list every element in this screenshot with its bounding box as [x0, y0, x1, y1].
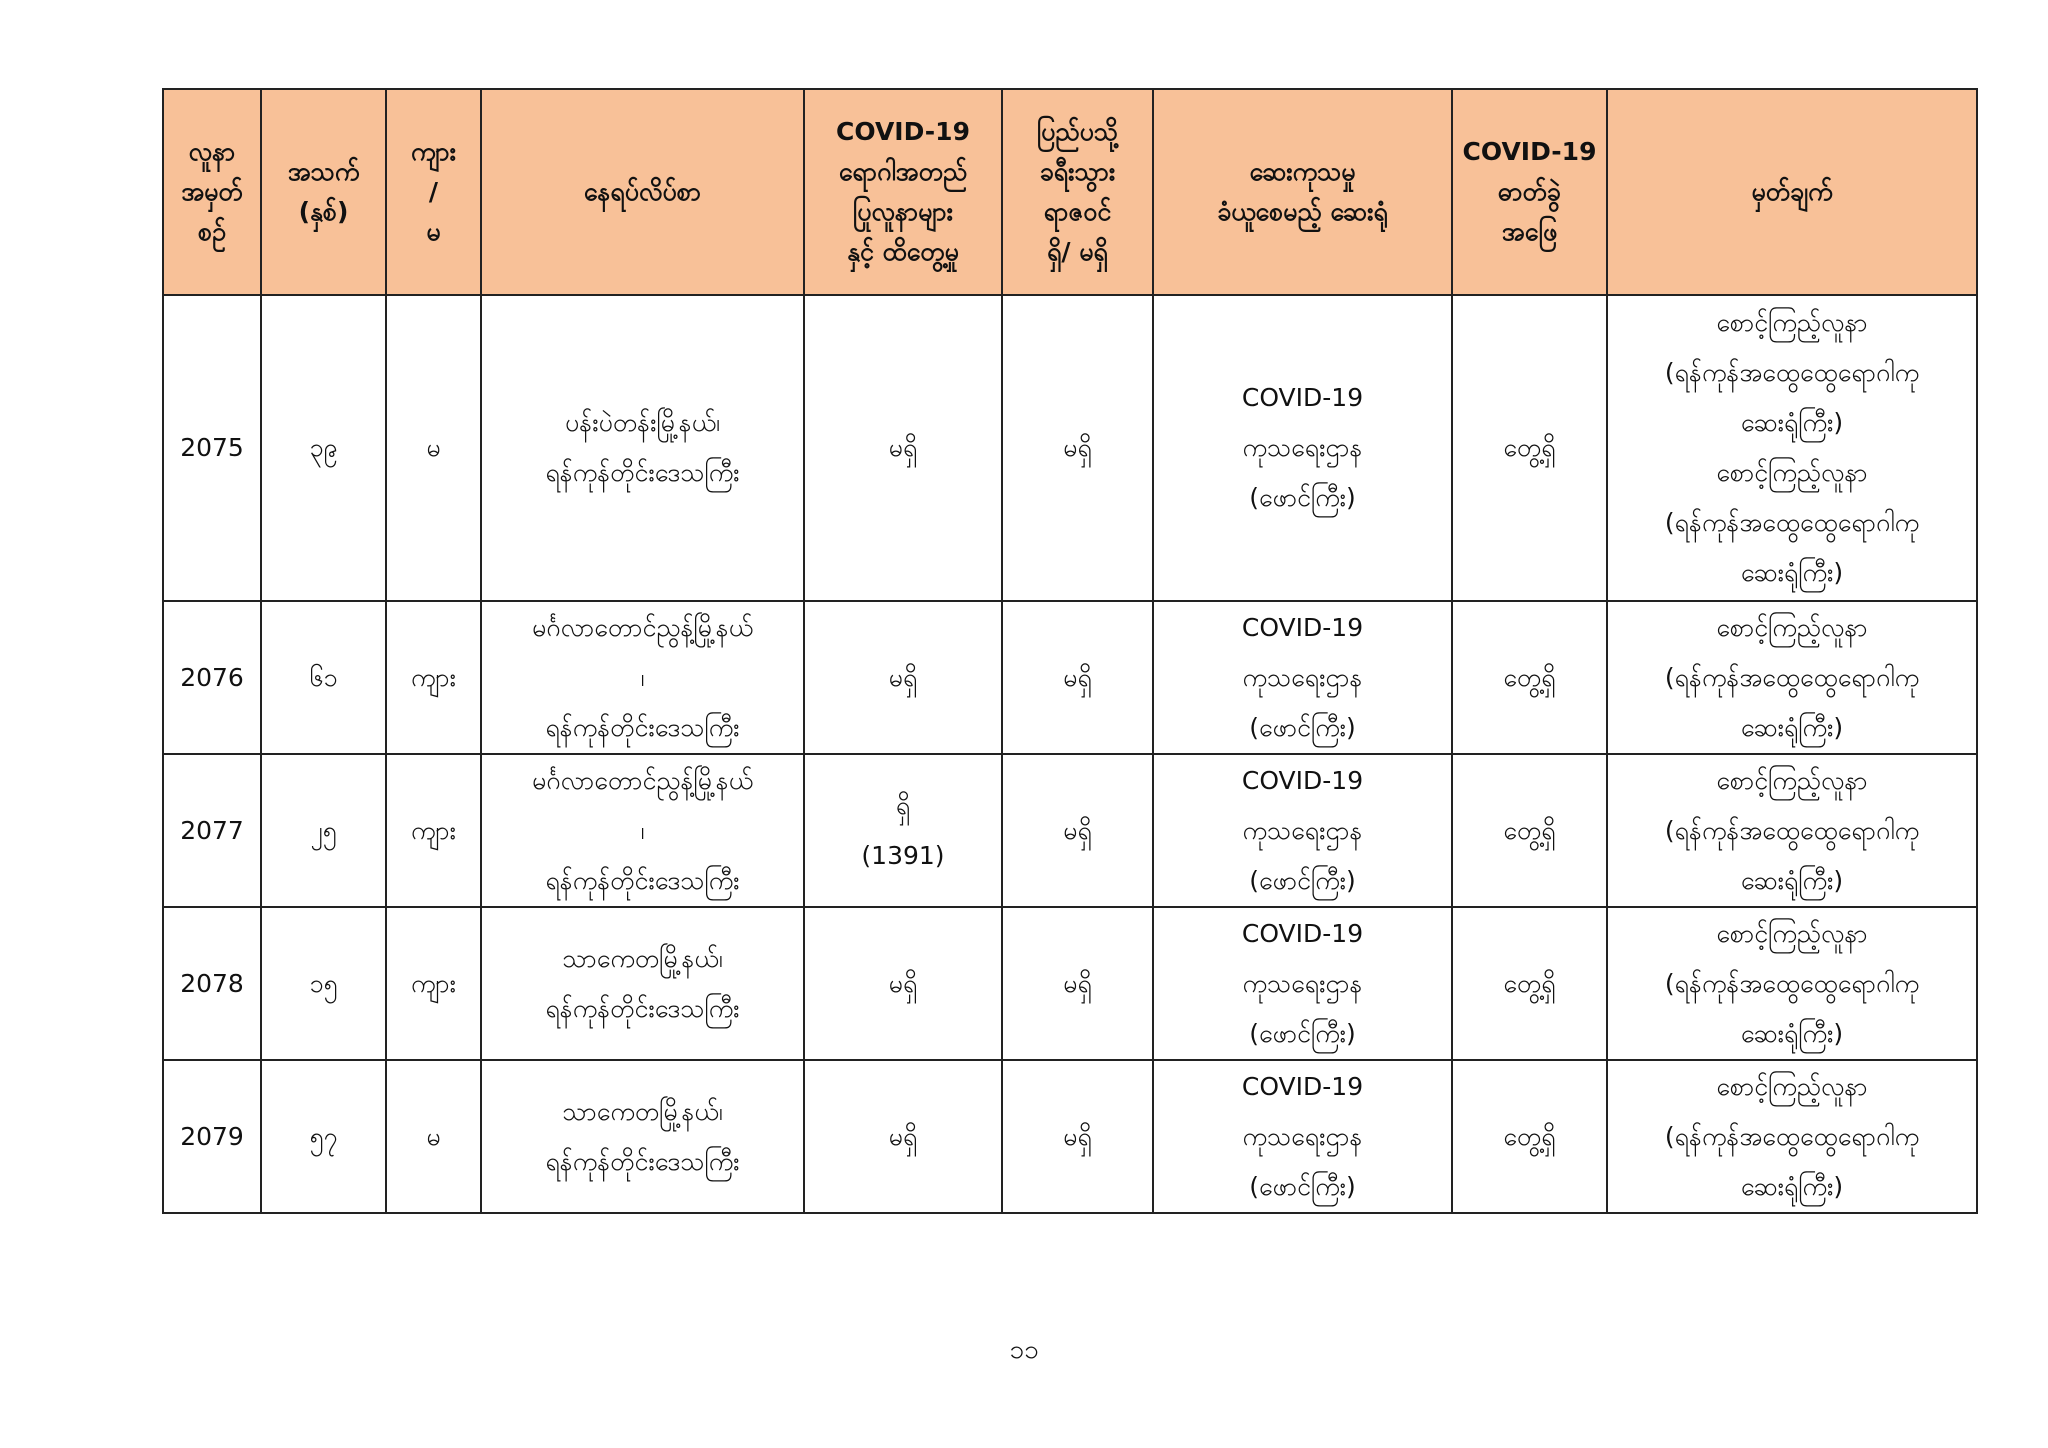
cell-age: ၃၉: [261, 295, 386, 601]
cell-hospital: COVID-19 ကုသရေးဌာန (ဖောင်ကြီး): [1153, 1060, 1452, 1213]
cell-age: ၂၅: [261, 754, 386, 907]
cell-contact: မရှိ: [804, 295, 1002, 601]
cell-travel: မရှိ: [1002, 1060, 1153, 1213]
cell-contact: မရှိ: [804, 601, 1002, 754]
cell-age: ၅၇: [261, 1060, 386, 1213]
table-row: [163, 601, 1977, 754]
table-row: [163, 295, 1977, 601]
page-number: ၁၁: [1009, 1335, 1039, 1365]
cell-age: ၁၅: [261, 907, 386, 1060]
cell-contact: မရှိ: [804, 907, 1002, 1060]
cell-address: သာကေတမြို့နယ်၊ ရန်ကုန်တိုင်းဒေသကြီး: [481, 1060, 804, 1213]
cell-hospital: COVID-19 ကုသရေးဌာန (ဖောင်ကြီး): [1153, 907, 1452, 1060]
cell-patient-no: 2077: [163, 754, 261, 907]
cell-address: သာကေတမြို့နယ်၊ ရန်ကုန်တိုင်းဒေသကြီး: [481, 907, 804, 1060]
table-row: [163, 754, 1977, 907]
col-header-age: အသက် (နှစ်): [261, 89, 386, 295]
col-header-sex: ကျား / မ: [386, 89, 481, 295]
cell-hospital: COVID-19 ကုသရေးဌာန (ဖောင်ကြီး): [1153, 754, 1452, 907]
cell-sex: မ: [386, 1060, 481, 1213]
col-header-patient-no: လူနာ အမှတ် စဉ်: [163, 89, 261, 295]
header-row: [163, 89, 1977, 295]
cell-patient-no: 2076: [163, 601, 261, 754]
cell-address: ပန်းပဲတန်းမြို့နယ်၊ ရန်ကုန်တိုင်းဒေသကြီး: [481, 295, 804, 601]
cell-lab-result: တွေ့ရှိ: [1452, 601, 1607, 754]
cell-patient-no: 2079: [163, 1060, 261, 1213]
cell-remarks: စောင့်ကြည့်လူနာ (ရန်ကုန်အထွေထွေရောဂါကု ဆေးရုံကြီး): [1607, 907, 1977, 1060]
cell-contact: ရှိ (1391): [804, 754, 1002, 907]
cell-lab-result: တွေ့ရှိ: [1452, 295, 1607, 601]
cell-contact: မရှိ: [804, 1060, 1002, 1213]
cell-age: ၆၁: [261, 601, 386, 754]
cell-patient-no: 2078: [163, 907, 261, 1060]
cell-travel: မရှိ: [1002, 601, 1153, 754]
col-header-contact: COVID-19 ရောဂါအတည် ပြုလူနာများ နှင့် ထိတွေ့မှု: [804, 89, 1002, 295]
col-header-travel: ပြည်ပသို့ ခရီးသွား ရာဇဝင် ရှိ/ မရှိ: [1002, 89, 1153, 295]
col-header-remarks: မှတ်ချက်: [1607, 89, 1977, 295]
cell-patient-no: 2075: [163, 295, 261, 601]
cell-travel: မရှိ: [1002, 295, 1153, 601]
cell-remarks: စောင့်ကြည့်လူနာ (ရန်ကုန်အထွေထွေရောဂါကု ဆေးရုံကြီး): [1607, 1060, 1977, 1213]
cell-hospital: COVID-19 ကုသရေးဌာန (ဖောင်ကြီး): [1153, 295, 1452, 601]
cell-sex: ကျား: [386, 907, 481, 1060]
cell-remarks: စောင့်ကြည့်လူနာ (ရန်ကုန်အထွေထွေရောဂါကု ဆေးရုံကြီး) စောင့်ကြည့်လူနာ (ရန်ကုန်အထွေထွေရောဂါကု ဆေးရုံကြီး): [1607, 295, 1977, 601]
cell-travel: မရှိ: [1002, 907, 1153, 1060]
cell-sex: ကျား: [386, 601, 481, 754]
cell-lab-result: တွေ့ရှိ: [1452, 754, 1607, 907]
cell-travel: မရှိ: [1002, 754, 1153, 907]
cell-lab-result: တွေ့ရှိ: [1452, 1060, 1607, 1213]
table-row: [163, 1060, 1977, 1213]
col-header-address: နေရပ်လိပ်စာ: [481, 89, 804, 295]
patient-table: [162, 88, 1978, 1214]
cell-sex: မ: [386, 295, 481, 601]
col-header-lab-result: COVID-19 ဓာတ်ခွဲ အဖြေ: [1452, 89, 1607, 295]
cell-remarks: စောင့်ကြည့်လူနာ (ရန်ကုန်အထွေထွေရောဂါကု ဆေးရုံကြီး): [1607, 754, 1977, 907]
cell-hospital: COVID-19 ကုသရေးဌာန (ဖောင်ကြီး): [1153, 601, 1452, 754]
col-header-hospital: ဆေးကုသမှု ခံယူစေမည့် ဆေးရုံ: [1153, 89, 1452, 295]
table-row: [163, 907, 1977, 1060]
cell-address: မင်္ဂလာတောင်ညွန့်မြို့နယ် ၊ ရန်ကုန်တိုင်းဒေသကြီး: [481, 601, 804, 754]
cell-address: မင်္ဂလာတောင်ညွန့်မြို့နယ် ၊ ရန်ကုန်တိုင်းဒေသကြီး: [481, 754, 804, 907]
cell-remarks: စောင့်ကြည့်လူနာ (ရန်ကုန်အထွေထွေရောဂါကု ဆေးရုံကြီး): [1607, 601, 1977, 754]
cell-lab-result: တွေ့ရှိ: [1452, 907, 1607, 1060]
cell-sex: ကျား: [386, 754, 481, 907]
